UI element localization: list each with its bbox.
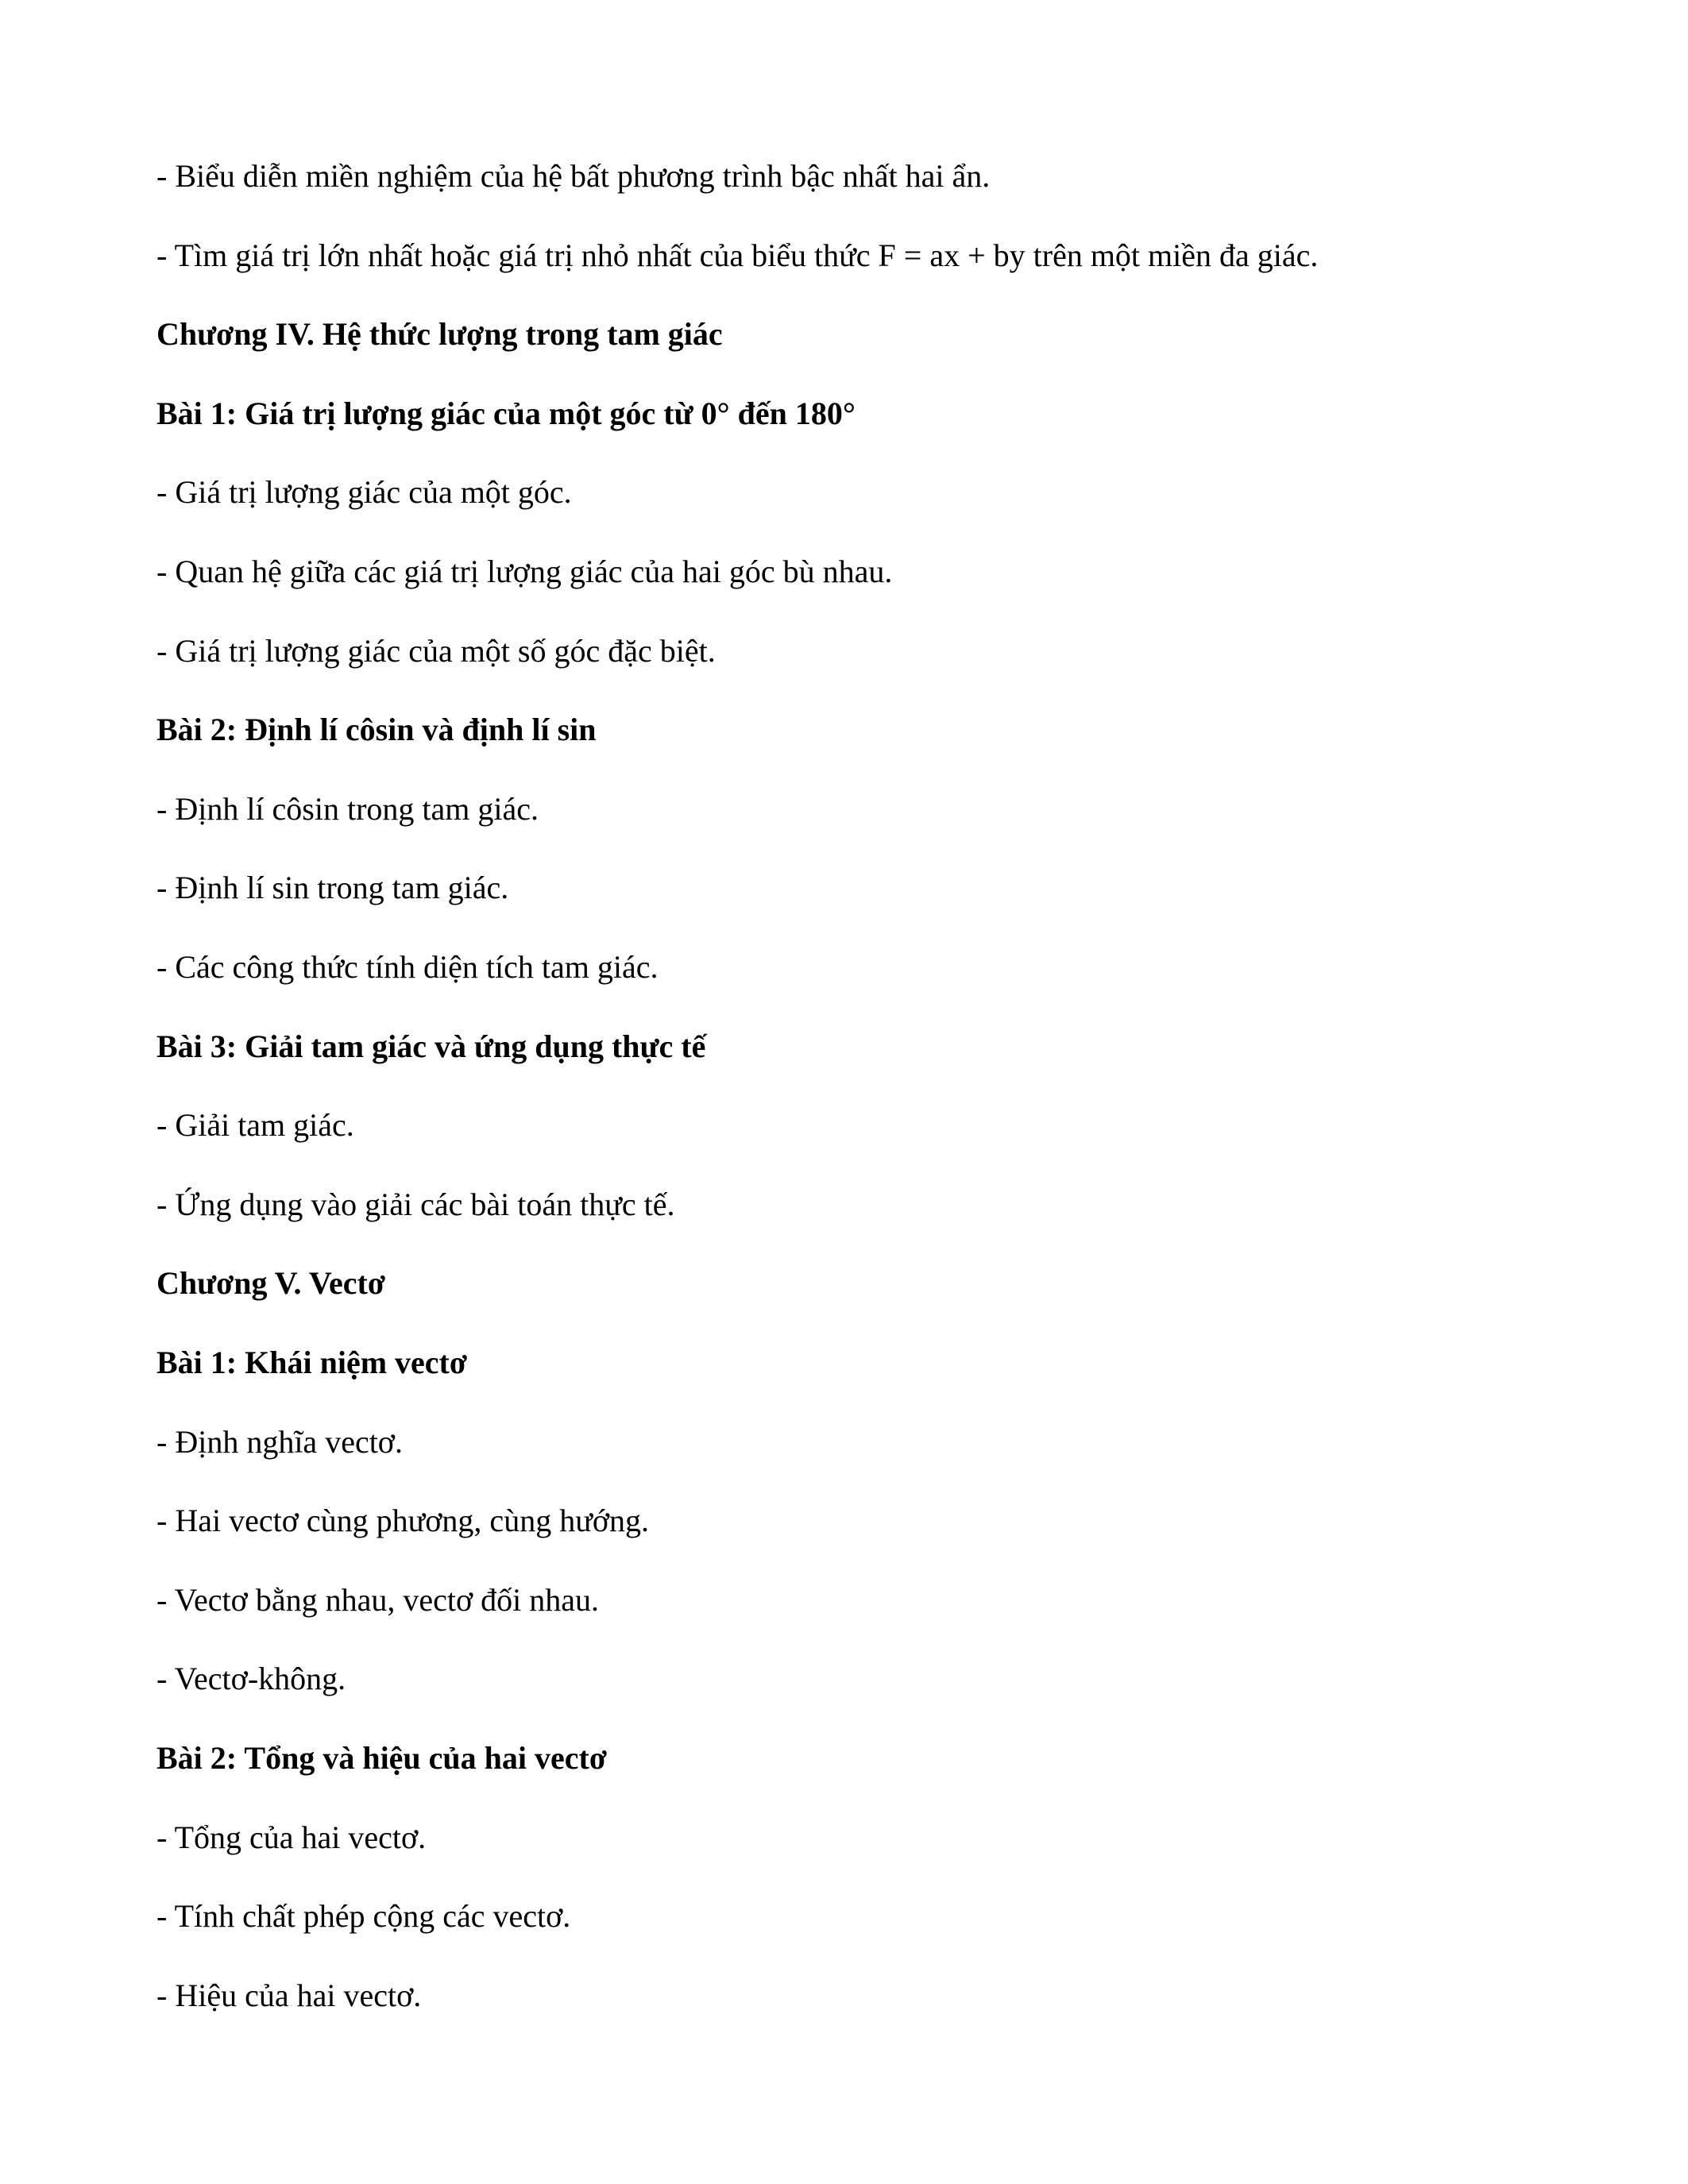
- bullet-item: - Các công thức tính diện tích tam giác.: [156, 949, 659, 985]
- bullet-item: - Tổng của hai vectơ.: [156, 1819, 427, 1855]
- section-heading: Chương IV. Hệ thức lượng trong tam giác: [156, 316, 723, 353]
- bullet-item: - Quan hệ giữa các giá trị lượng giác của hai góc bù nhau.: [156, 554, 893, 589]
- bullet-item: - Ứng dụng vào giải các bài toán thực tế.: [156, 1186, 675, 1222]
- bullet-item: - Định lí sin trong tam giác.: [156, 870, 509, 906]
- section-heading: Bài 1: Giá trị lượng giác của một góc từ 0° đến 180°: [156, 395, 856, 431]
- section-heading: Chương V. Vectơ: [156, 1265, 386, 1302]
- bullet-item: - Giá trị lượng giác của một số góc đặc biệt.: [156, 632, 716, 669]
- bullet-item: - Biểu diễn miền nghiệm của hệ bất phương trình bậc nhất hai ẩn.: [156, 158, 991, 194]
- bullet-item: - Giá trị lượng giác của một góc.: [156, 474, 572, 511]
- section-heading: Bài 3: Giải tam giác và ứng dụng thực tế: [156, 1028, 706, 1064]
- bullet-item: - Vectơ bằng nhau, vectơ đối nhau.: [156, 1581, 599, 1618]
- section-heading: Bài 2: Định lí côsin và định lí sin: [156, 712, 597, 748]
- bullet-item: - Định lí côsin trong tam giác.: [156, 790, 539, 827]
- bullet-item: - Định nghĩa vectơ.: [156, 1423, 403, 1460]
- bullet-item: - Vectơ-không.: [156, 1661, 346, 1697]
- bullet-item: - Giải tam giác.: [156, 1107, 354, 1144]
- bullet-item: - Hiệu của hai vectơ.: [156, 1977, 422, 2013]
- section-heading: Bài 1: Khái niệm vectơ: [156, 1345, 467, 1380]
- bullet-item: - Tìm giá trị lớn nhất hoặc giá trị nhỏ nhất của biểu thức F = ax + by trên một miền đa giác.: [156, 237, 1319, 273]
- bullet-item: - Hai vectơ cùng phương, cùng hướng.: [156, 1503, 650, 1539]
- bullet-item: - Tính chất phép cộng các vectơ.: [156, 1898, 571, 1935]
- section-heading: Bài 2: Tổng và hiệu của hai vectơ: [156, 1740, 608, 1776]
